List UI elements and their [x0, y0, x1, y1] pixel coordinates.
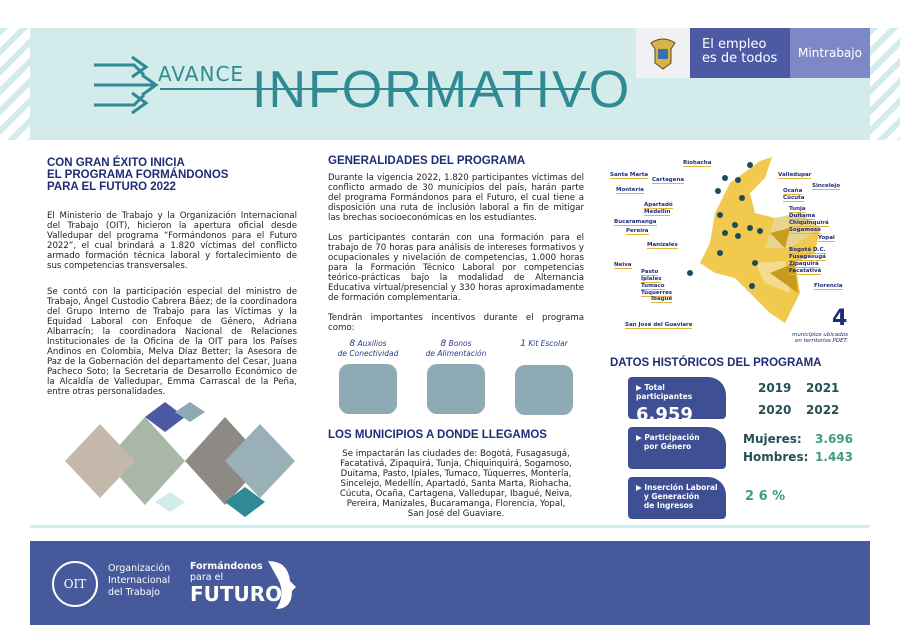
generalidades-paragraph-2: Los participantes contarán con una formación para el trabajo de 70 horas para análisis de intereses formativos y ocupacionales y nivelación de competencias, 1.000 horas para la Formación Técnico Laboral por competencias teórico-prácticas bajo la modalidad de Alternancia Educativa virtual/presencial y 330 horas aproximadamente de formación complementaria. [328, 233, 584, 303]
map-label: Tunja [789, 206, 806, 212]
map-label: Santa Marta [610, 172, 649, 178]
insertion-value: 2 6 % [745, 489, 786, 504]
map-label: Cartagena [652, 177, 685, 183]
left-title-2: EL PROGRAMA FORMÁNDONOS [47, 169, 229, 181]
incentive-food: 8 Bonos de Alimentación [416, 339, 496, 415]
map-label: Ibagué [651, 296, 673, 302]
map-label: Sincelejo [812, 183, 841, 189]
year-2019: 2019 [758, 381, 792, 395]
map-label: Valledupar [778, 172, 812, 178]
basket-icon [427, 364, 485, 414]
map-label: Riohacha [683, 160, 712, 166]
decorative-stripes-right [870, 28, 900, 140]
map-label: Montería [616, 187, 644, 193]
total-label: ▶ Total participantes [636, 383, 693, 401]
informativo-title: INFORMATIVO [252, 61, 632, 119]
map-label: Duitama [789, 213, 816, 219]
map-label: Yopal [818, 235, 835, 241]
map-label: Bucaramanga [614, 219, 657, 225]
men-row: Hombres: 1.443 [743, 450, 853, 464]
school-kit-icon [515, 365, 573, 415]
historicos-title: DATOS HISTÓRICOS DEL PROGRAMA [610, 357, 822, 369]
left-paragraph-1: El Ministerio de Trabajo y la Organización Internacional del Trabajo (OIT), hicieron la apertura oficial desde Valledupar del programa “Formándonos para el Futuro 2022”, el cual brindará a 1.820 víctimas del conflicto armado formación técnica laboral y fortalecimiento de sus competencias transversales. [47, 211, 297, 271]
incentives-list [328, 339, 584, 415]
insertion-card: ▶ Inserción Laboral y Generación de Ingresos [628, 477, 726, 519]
map-label: Fusagasugá [789, 254, 826, 260]
avance-title: AVANCE [158, 62, 245, 86]
laptop-icon [339, 364, 397, 414]
map-label: Florencia [814, 283, 843, 289]
brand-name: Mintrabajo [790, 28, 870, 78]
incentive-kit: 1 Kit Escolar [504, 339, 584, 415]
map-label: Tumaco [641, 283, 665, 289]
decorative-stripes-left [0, 28, 30, 140]
women-row: Mujeres: 3.696 [743, 432, 853, 446]
map-label: Ipiales [641, 276, 662, 282]
middle-column [328, 155, 584, 519]
total-value: 6.959 [636, 404, 693, 425]
faces-icon [258, 559, 298, 611]
map-label: San José del Guaviare [625, 322, 693, 328]
map-label: Ocaña [783, 188, 803, 194]
divider [30, 525, 870, 528]
map-label: Sogamoso [789, 227, 821, 233]
year-2022: 2022 [806, 403, 840, 417]
fpf-logo: Formándonos para el FUTURO [190, 561, 283, 606]
map-label: Neiva [614, 262, 632, 268]
slogan-line-1: El empleo [702, 37, 767, 52]
year-2021: 2021 [806, 381, 840, 395]
map-label: Manizales [647, 242, 678, 248]
oit-name: Organización Internacional del Trabajo [108, 563, 171, 598]
left-paragraph-2: Se contó con la participación especial del ministro de Trabajo, Ángel Custodio Cabrera Báez; de la coordinadora del Grupo Interno de Trabajo para las Víctimas y la Equidad Laboral con Enfoque de Género, Adriana Albarracín; la coordinadora Nacional de Relaciones Institucionales de la Oficina de la OIT para los Países Andinos en Colombia, Melva Díaz Better; la Asesora de Paz de la Gobernación del departamento del Cesar, Juana Pacheco Soto; la Secretaria de Desarrollo Económico de la Alcaldía de Valledupar, Emma Carrascal de la Peña, entre otras personalidades. [47, 287, 297, 397]
map-label: Chiquinquirá [789, 220, 829, 226]
map-label: Bogotá D.C. [789, 247, 826, 253]
year-2020: 2020 [758, 403, 792, 417]
map-label: Cúcuta [783, 195, 805, 201]
left-title-3: PARA EL FUTURO 2022 [47, 181, 176, 193]
arrows-icon [92, 55, 162, 115]
generalidades-paragraph-1: Durante la vigencia 2022, 1.820 participantes víctimas del conflicto armado de 30 municipios del país, harán parte del programa Formándonos para el Futuro, el cual tiene a disposición una ruta de inclusión laboral a fin de mitigar las brechas socioeconómicas en los estudiantes. [328, 173, 584, 223]
generalidades-title: GENERALIDADES DEL PROGRAMA [328, 155, 526, 167]
map-label: Medellín [644, 209, 671, 215]
municipios-text: Se impactarán las ciudades de: Bogotá, Fusagasugá, Facatativá, Zipaquirá, Tunja, Chiquinquirá, Sogamoso, Duitama, Pasto, Ipiales, Tumaco, Túquerres, Montería, Sincelejo, Medellín, Apartadó, Santa Marta, Riohacha, Cúcuta, Ocaña, Cartagena, Valledupar, Ibagué, Neiva, Pereira, Manizales, Bucaramanga, Florencia, Yopal, San José del Guaviare. [339, 449, 573, 519]
left-column [47, 157, 297, 397]
pdet-number: 4 [832, 306, 848, 331]
oit-logo-icon: OIT [52, 561, 98, 607]
mintrabajo-brand [636, 28, 870, 78]
footer [30, 541, 870, 625]
municipios-title: LOS MUNICIPIOS A DONDE LLEGAMOS [328, 429, 547, 441]
total-participants-card [628, 377, 726, 425]
map-label: Apartadó [644, 202, 673, 208]
left-title-1: CON GRAN ÉXITO INICIA [47, 157, 185, 169]
incentive-connectivity: 8 Auxilios de Conectividad [328, 339, 408, 415]
pdet-text: municipios ubicados en territorios PDET. [791, 332, 848, 344]
map-label: Túquerres [641, 290, 673, 296]
map-label: Pasto [641, 269, 659, 275]
gender-card: ▶ Participación por Género [628, 427, 726, 469]
event-photo-collage [45, 402, 305, 520]
colombia-map [680, 153, 840, 333]
generalidades-paragraph-3: Tendrán importantes incentivos durante el programa como: [328, 313, 584, 333]
map-label: Facatativá [789, 268, 822, 274]
map-label: Pereira [626, 228, 649, 234]
map-label: Zipaquirá [789, 261, 819, 267]
slogan-line-2: es de todos [702, 51, 778, 66]
colombia-crest-icon [636, 28, 690, 78]
